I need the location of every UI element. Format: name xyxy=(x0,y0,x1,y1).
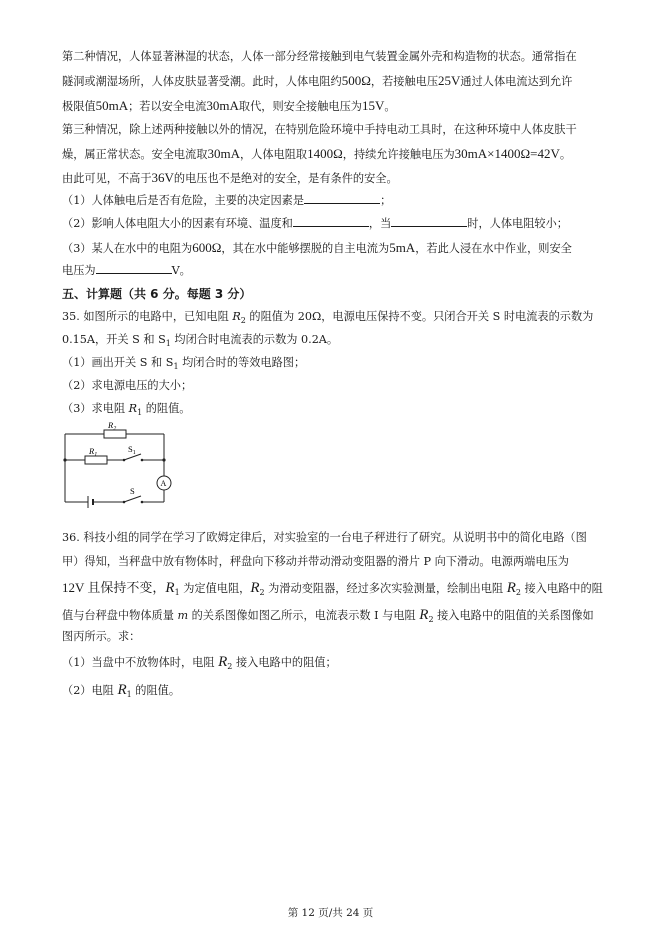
para3-line1 xyxy=(62,119,610,141)
text: 均闭合时的等效电路图； xyxy=(178,356,306,369)
var: R xyxy=(218,654,228,670)
para3-line3 xyxy=(62,167,610,190)
text: ，持续允许接触电压为 xyxy=(342,148,455,161)
sub: 2 xyxy=(428,615,434,625)
sub: 1 xyxy=(137,408,143,418)
text: 均闭合时电流表的示数为 0.2A。 xyxy=(170,333,339,346)
text: 的阻值。 xyxy=(131,684,181,697)
value: 36V xyxy=(151,170,174,185)
value: 5mA xyxy=(389,240,416,255)
text: ，人体电阻取 xyxy=(239,148,308,161)
para2-line1 xyxy=(62,46,610,68)
text: 隧洞或潮湿场所，人体皮肤显著受潮。此时，人体电阻约 xyxy=(62,75,342,88)
value: 30mA xyxy=(207,146,240,161)
text: ；若以安全电流 xyxy=(128,100,207,113)
text: ； xyxy=(380,194,392,207)
text: 接入电路中的阻 xyxy=(520,582,603,595)
text: （1）画出开关 S 和 S xyxy=(62,356,174,369)
answer-blank[interactable] xyxy=(304,192,380,204)
sub: 1 xyxy=(126,690,132,700)
text: 图丙所示。求： xyxy=(62,630,141,643)
switch-s1-contact xyxy=(141,459,144,462)
text: 接入电路中的阻值的关系图像如 xyxy=(433,609,594,622)
sub: 1 xyxy=(165,339,171,349)
var: R xyxy=(250,580,260,596)
text: ，其在水中能够摆脱的自主电流为 xyxy=(221,242,390,255)
circuit-diagram xyxy=(58,420,188,508)
value: 1400Ω xyxy=(307,146,343,161)
switch-s1-pivot xyxy=(123,459,126,462)
sub: 1 xyxy=(173,362,179,372)
para2-line3 xyxy=(62,95,610,118)
switch-s-pivot xyxy=(123,501,126,504)
label-s: S xyxy=(130,486,135,496)
text: 由此可见，不高于 xyxy=(62,172,152,185)
text: （3）某人在水中的电阻为 xyxy=(62,242,193,255)
text: 极限值 xyxy=(62,100,96,113)
text: 燥，属正常状态。安全电流取 xyxy=(62,148,208,161)
text: 甲）得知，当秤盘中放有物体时，秤盘向下移动并带动滑动变阻器的滑片 P 向下滑动。电源两端电压为 xyxy=(62,555,569,568)
text: ，若接触电压 xyxy=(370,75,439,88)
p36-line1 xyxy=(62,527,610,549)
sub: 2 xyxy=(227,662,233,672)
text: 为定值电阻， xyxy=(179,582,251,595)
label-r1: $R_1$ xyxy=(89,446,98,458)
text: （1）人体触电后是否有危险，主要的决定因素是 xyxy=(62,194,305,207)
text: 的电压也不是绝对的安全，是有条件的安全。 xyxy=(173,172,398,185)
text: （3）求电阻 xyxy=(62,402,129,415)
p36-line2 xyxy=(62,551,610,573)
text: 第二种情况，人体显著淋湿的状态，人体一部分经常接触到电气装置金属外壳和构造物的状态。通常指在 xyxy=(62,50,577,63)
var: R xyxy=(419,607,429,623)
text: 通过人体电流达到允许 xyxy=(460,75,573,88)
value: 25V xyxy=(438,73,461,88)
question-1 xyxy=(62,190,610,212)
text: 的关系图像如图乙所示，电流表示数 I 与电阻 xyxy=(188,609,420,622)
text: （2）电阻 xyxy=(62,684,118,697)
text: 第三种情况，除上述两种接触以外的情况，在特别危险环境中手持电动工具时，在这种环境中人体皮肤干 xyxy=(62,123,577,136)
switch-s-contact xyxy=(141,501,144,504)
label-s1: $S_1$ xyxy=(128,444,136,456)
text: （2）影响人体电阻大小的因素有环境、温度和 xyxy=(62,217,293,230)
var: R xyxy=(165,580,175,596)
switch-s-blade xyxy=(124,496,141,502)
label-ammeter: A xyxy=(160,479,167,488)
page-footer xyxy=(0,905,661,920)
text: 0.15A，开关 S 和 S xyxy=(62,333,166,346)
para3-line2 xyxy=(62,143,610,166)
sub: 2 xyxy=(259,588,265,598)
text: ，当 xyxy=(368,217,392,230)
text: 36. 科技小组的同学在学习了欧姆定律后，对实验室的一台电子秤进行了研究。从说明书中的简化电路（图 xyxy=(62,531,587,544)
question-2 xyxy=(62,213,610,235)
text: （1）当盘中不放物体时，电阻 xyxy=(62,656,219,669)
text: 接入电路中的阻值； xyxy=(232,656,337,669)
value: 30mA xyxy=(206,98,239,113)
text: 值与台秤盘中物体质量 xyxy=(62,609,178,622)
junction-left xyxy=(63,458,66,461)
text: 。 xyxy=(559,148,572,161)
text: 的阻值。 xyxy=(142,402,191,415)
text: 为滑动变阻器，经过多次实验测量，绘制出电阻 xyxy=(264,582,507,595)
text: 电压为 xyxy=(62,264,96,277)
var: R xyxy=(506,580,516,596)
text: V。 xyxy=(171,264,191,277)
sub: 1 xyxy=(174,588,180,598)
p36-line3 xyxy=(62,576,610,605)
p35-sub2 xyxy=(62,375,610,397)
text: 时，人体电阻较小； xyxy=(467,217,568,230)
var: R xyxy=(232,310,241,323)
sub: 2 xyxy=(515,588,521,598)
text: 五、计算题（共 6 分。每题 3 分） xyxy=(62,287,252,301)
p36-sub2 xyxy=(62,678,610,707)
question-3-line2 xyxy=(62,260,610,282)
section-heading xyxy=(62,283,610,305)
text: 35. 如图所示的电路中，已知电阻 xyxy=(62,310,233,323)
junction-right xyxy=(162,458,165,461)
value: 600Ω xyxy=(192,240,222,255)
value: 500Ω xyxy=(341,73,371,88)
text: ，若此人浸在水中作业，则安全 xyxy=(415,242,572,255)
label-r2: $R_2$ xyxy=(108,420,117,432)
equation: 30mA×1400Ω=42V xyxy=(454,146,560,161)
var: R xyxy=(128,402,138,415)
text: 取代，则安全接触电压为 xyxy=(238,100,362,113)
page-number: 第 12 页/共 24 页 xyxy=(287,907,374,919)
var: R xyxy=(117,682,127,698)
p36-line5 xyxy=(62,626,610,648)
text: 12V 且保持不变， xyxy=(62,580,166,595)
text: 。 xyxy=(384,100,396,113)
value: 15V xyxy=(361,98,385,113)
var: m xyxy=(177,609,189,622)
value: 50mA xyxy=(95,98,129,113)
answer-blank[interactable] xyxy=(391,215,467,227)
text: 的阻值为 20Ω，电源电压保持不变。只闭合开关 S 时电流表的示数为 xyxy=(245,310,594,323)
answer-blank[interactable] xyxy=(293,215,369,227)
sub: 2 xyxy=(240,316,246,326)
text: （2）求电源电压的大小； xyxy=(62,379,193,392)
para2-line2 xyxy=(62,70,610,93)
answer-blank[interactable] xyxy=(96,262,172,274)
question-3-line1 xyxy=(62,237,610,260)
p36-sub1 xyxy=(62,650,610,679)
